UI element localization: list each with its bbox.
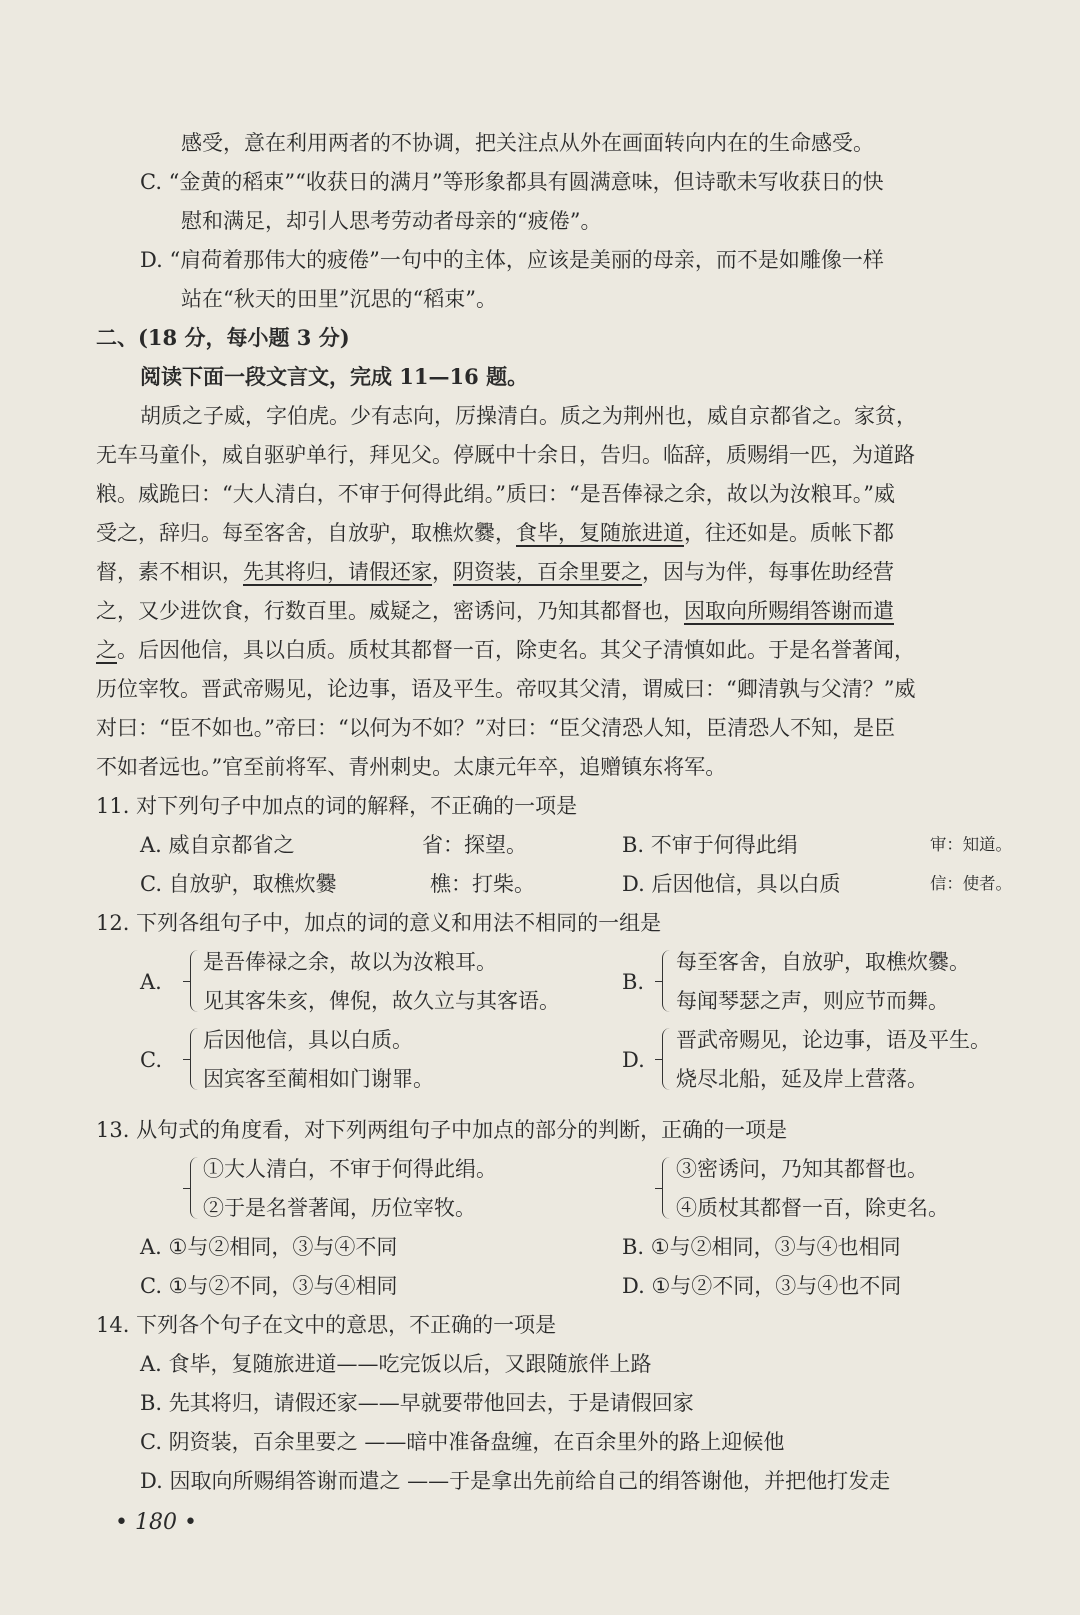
passage-line-1: 胡质之子威，字伯虎。少有志向，厉操清白。质之为荆州也，威自京都省之。家贫， [140, 404, 917, 428]
passage-line-4 [96, 519, 894, 547]
q12-option-d-line-2: 烧尽北船，延及岸上营落。 [676, 1067, 928, 1091]
q11-stem: 11. 对下列句子中加点的词的解释，不正确的一项是 [96, 794, 578, 818]
q12-option-a-line-1: 是吾俸禄之余，故以为汝粮耳。 [203, 950, 497, 974]
q11-option-a: A. 威自京都省之 [140, 833, 295, 857]
passage-text: ， [432, 560, 453, 584]
q12-option-d-label: D. [622, 1048, 645, 1072]
q14-option-c: C. 阴资装，百余里要之 ——暗中准备盘缠，在百余里外的路上迎候他 [140, 1430, 785, 1454]
q10-option-c: C. “金黄的稻束”“收获日的满月”等形象都具有圆满意味，但诗歌未写收获日的快 [140, 170, 884, 194]
passage-text: ，往还如是。质帐下都 [684, 521, 894, 545]
passage-line-9: 对曰：“臣不如也。”帝曰：“以何为不如？”对曰：“臣父清恐人知，臣清恐人不知，是臣 [96, 716, 896, 740]
passage-line-6 [96, 597, 894, 625]
q13-group-1-brace [190, 1157, 202, 1219]
q10-option-d: D. “肩荷着那伟大的疲倦”一句中的主体，应该是美丽的母亲，而不是如雕像一样 [140, 248, 884, 272]
q11-option-b: B. 不审于何得此绢 [622, 833, 798, 857]
passage-line-10: 不如者远也。”官至前将军、青州刺史。太康元年卒，追赠镇东将军。 [96, 755, 727, 779]
passage-text: 督，素不相识， [96, 560, 243, 584]
passage-line-2: 无车马童仆，威自驱驴单行，拜见父。停厩中十余日，告归。临辞，质赐绢一匹，为道路 [96, 443, 915, 467]
q12-option-d-line-1: 晋武帝赐见，论边事，语及平生。 [676, 1028, 991, 1052]
q11-option-d: D. 后因他信，具以白质 [622, 872, 841, 896]
q12-option-d-brace [662, 1028, 674, 1090]
q12-option-a-label: A. [140, 970, 162, 994]
q14-option-d: D. 因取向所赐绢答谢而遣之 ——于是拿出先前给自己的绢答谢他，并把他打发走 [140, 1469, 891, 1493]
q10-option-d-continued: 站在“秋天的田里”沉思的“稻束”。 [181, 287, 497, 311]
passage-line-5 [96, 558, 894, 586]
passage-line-3: 粮。威跪曰：“大人清白，不审于何得此绢。”质曰：“是吾俸禄之余，故以为汝粮耳。”威 [96, 482, 895, 506]
section-header: 二、(18 分，每小题 3 分) [96, 325, 350, 350]
passage-line-8: 历位宰牧。晋武帝赐见，论边事，语及平生。帝叹其父清，谓威曰：“卿清孰与父清？”威 [96, 677, 916, 701]
q14-stem: 14. 下列各个句子在文中的意思，不正确的一项是 [96, 1313, 557, 1337]
q12-option-b-label: B. [622, 970, 645, 994]
passage-text: 受之，辞归。每至客舍，自放驴，取樵炊爨， [96, 521, 516, 545]
q12-option-c-label: C. [140, 1048, 162, 1072]
q14-option-b: B. 先其将归，请假还家——早就要带他回去，于是请假回家 [140, 1391, 694, 1415]
q12-option-a-line-2: 见其客朱亥，俾倪，故久立与其客语。 [203, 989, 560, 1013]
q12-stem: 12. 下列各组句子中，加点的词的意义和用法不相同的一组是 [96, 911, 662, 935]
q12-option-b-line-2: 每闻琴瑟之声，则应节而舞。 [676, 989, 949, 1013]
q13-sentence-4: ④质杖其都督一百，除吏名。 [676, 1196, 949, 1220]
q10-option-c-continued: 慰和满足，却引人思考劳动者母亲的“疲倦”。 [181, 209, 602, 233]
q12-option-a-brace [190, 950, 202, 1012]
underlined-sentence-d: 因取向所赐绢答谢而遣 [684, 599, 894, 623]
q12-option-c-brace [190, 1028, 202, 1090]
underlined-sentence-d-end: 之 [96, 638, 117, 662]
underlined-sentence-c: 阴资装，百余里要之 [453, 560, 642, 584]
q13-option-d: D. ①与②不同，③与④也不同 [622, 1274, 902, 1298]
q10-option-b-continued: 感受，意在利用两者的不协调，把关注点从外在画面转向内在的生命感受。 [181, 131, 874, 155]
q11-option-a-explanation: 省：探望。 [422, 833, 527, 857]
q13-sentence-2: ②于是名誉著闻，历位宰牧。 [203, 1196, 476, 1220]
q11-option-c: C. 自放驴，取樵炊爨 [140, 872, 337, 896]
q13-group-2-brace [662, 1157, 674, 1219]
page-number: • 180 • [115, 1510, 197, 1535]
passage-text: ，因与为伴，每事佐助经营 [642, 560, 894, 584]
q12-option-c-line-1: 后因他信，具以白质。 [203, 1028, 413, 1052]
q12-option-b-line-1: 每至客舍，自放驴，取樵炊爨。 [676, 950, 970, 974]
underlined-sentence-b: 先其将归，请假还家 [243, 560, 432, 584]
q14-option-a: A. 食毕，复随旅进道——吃完饭以后，又跟随旅伴上路 [140, 1352, 652, 1376]
reading-instruction: 阅读下面一段文言文，完成 11—16 题。 [140, 364, 529, 389]
q13-option-a: A. ①与②相同，③与④不同 [140, 1235, 398, 1259]
passage-text: 之，又少进饮食，行数百里。威疑之，密诱问，乃知其都督也， [96, 599, 684, 623]
q12-option-b-brace [662, 950, 674, 1012]
q11-option-b-explanation: 审：知道。 [930, 835, 1012, 854]
passage-text: 。后因他信，具以白质。质杖其都督一百，除吏名。其父子清慎如此。于是名誉著闻， [117, 638, 915, 662]
q11-option-c-explanation: 樵：打柴。 [430, 872, 535, 896]
q11-option-d-explanation: 信：使者。 [930, 874, 1012, 893]
q13-sentence-3: ③密诱问，乃知其都督也。 [676, 1157, 928, 1181]
q12-option-c-line-2: 因宾客至蔺相如门谢罪。 [203, 1067, 434, 1091]
passage-line-7 [96, 636, 915, 664]
q13-option-c: C. ①与②不同，③与④相同 [140, 1274, 398, 1298]
underlined-sentence-a: 食毕，复随旅进道 [516, 521, 684, 545]
q13-sentence-1: ①大人清白，不审于何得此绢。 [203, 1157, 497, 1181]
q13-option-b: B. ①与②相同，③与④也相同 [622, 1235, 901, 1259]
q13-stem: 13. 从句式的角度看，对下列两组句子中加点的部分的判断，正确的一项是 [96, 1118, 788, 1142]
